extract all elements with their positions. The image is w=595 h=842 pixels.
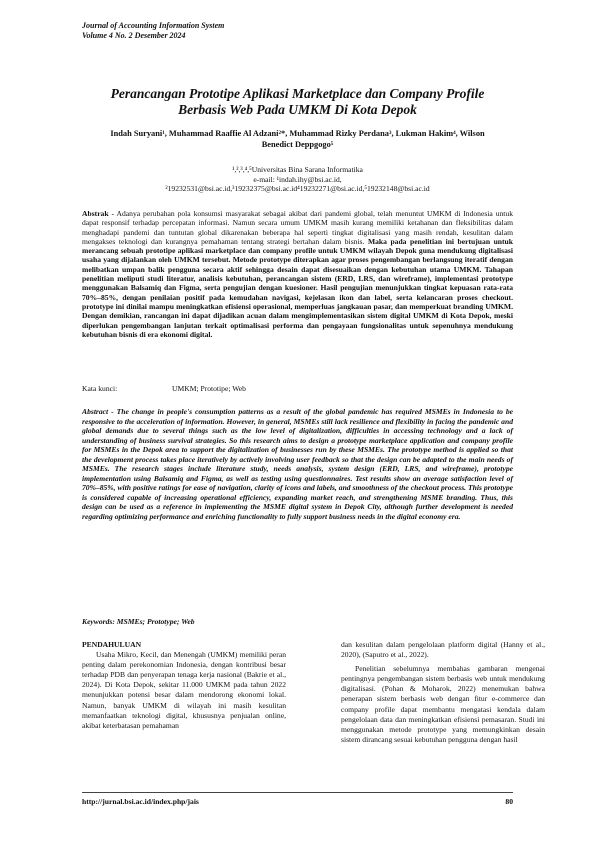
page-number: 80: [505, 797, 513, 806]
footer-url-link[interactable]: http://jurnal.bsi.ac.id/index.php/jais: [82, 797, 199, 806]
abstract-en-text: The change in people's consumption patterns as a result of the global pandemic has required MSMEs in Indonesia to be responsive to the acceleration of information. However, in general, MSMEs still lack resilience and flexibility in facing the pandemic and global demands due to several things such as the low level of digitalization, difficulties in accessing technology and a lack of understanding of business survival strategies. So this research aims to design a prototype marketplace application and company profile for MSMEs in the Depok area to support the digitalization of businesses run by these MSMEs. The prototype method is applied so that the development process takes place iteratively by actively involving user feedback so that the design can be adapted to the main needs of MSMEs. The research stages include literature study, needs analysis, system design (ERD, LRS, and wireframe), prototype implementation using Balsamiq and Figma, as well as testing using questionnaires. Test results show an average satisfaction level of 70%–85%, with positive ratings for ease of navigation, clarity of icons and labels, and smoothness of the checkout process. This prototype is considered capable of increasing operational efficiency, expanding market reach, and strengthening MSME branding. Thus, this design can be used as a reference in implementing the MSME digital system in Depok City, although further development is needed regarding optimizing performance and enriching functionality to fully support business needs in the digital economy era.: [82, 407, 514, 521]
affiliation: [82, 165, 513, 194]
title-line-1: Perancangan Prototipe Aplikasi Marketplace dan Company Profile: [110, 86, 485, 101]
journal-issue: Volume 4 No. 2 Desember 2024: [82, 31, 186, 40]
authors-line-2: Benedict Deppgogo⁵: [261, 140, 334, 149]
body-paragraph: dan kesulitan dalam pengelolaan platform digital (Hanny et al., 2020), (Saputro et al., 2022).: [341, 640, 545, 660]
keywords-indonesian: [82, 384, 246, 394]
body-column-right: [341, 640, 545, 745]
keywords-english: Keywords: MSMEs; Prototype; Web: [82, 617, 195, 626]
abstract-text-1: Adanya perubahan pola konsumsi masyarakat sebagai akibat dari pandemi global, telah menuntut UMKM di Indonesia untuk dapat responsif terhadap percepatan informasi. Namun secara umum UMKM masih kurang memiliki ketahanan dan fleksibilitas dalam menghadapi pandemi dan tuntutan global dikarenakan beberapa hal seperti tingkat digitalisasi yang masih rendah, kesulitan dalam mengakses teknologi dan kurangnya pemahaman tentang strategi bertahan dalam bisnis.: [82, 209, 513, 246]
authors-line-1: Indah Suryani¹, Muhammad Raaffie Al Adzani²*, Muhammad Rizky Perdana³, Lukman Hakim⁴, Wilson: [110, 129, 485, 138]
body-column-left: [82, 640, 286, 731]
abstract-label: Abstrak -: [82, 209, 115, 218]
keywords-label: Kata kunci:: [82, 384, 118, 393]
affiliation-emails: ²19232531@bsi.ac.id,³19232375@bsi.ac.id⁴19232271@bsi.ac.id,⁵19232148@bsi.ac.id: [165, 184, 430, 193]
footer-divider: [82, 792, 513, 793]
body-paragraph: Usaha Mikro, Kecil, dan Menengah (UMKM) memiliki peran penting dalam perekonomian Indonesia, dengan kontribusi besar terhadap PDB dan penyerapan tenaga kerja nasional (Bakrie et al., 2024). Di Kota Depok, sekitar 11.000 UMKM pada tahun 2022 menunjukkan potensi besar dalam mendorong ekonomi lokal. Namun, banyak UMKM di wilayah ini masih kesulitan memanfaatkan teknologi digital, khususnya penjualan online, akibat keterbatasan pemahaman: [82, 650, 286, 730]
affiliation-email: e-mail: ¹indah.ihy@bsi.ac.id,: [253, 174, 342, 184]
abstract-indonesian: [82, 209, 513, 339]
abstract-en-label: Abstract -: [82, 407, 114, 416]
paper-title: [70, 86, 525, 118]
section-heading: PENDAHULUAN: [82, 640, 142, 649]
abstract-text-2: Maka pada penelitian ini bertujuan untuk merancang sebuah prototipe aplikasi marketplace dan company profile untuk UMKM wilayah Depok guna mendukung digitalisasi usaha yang dijalankan oleh UMKM tersebut. Metode prototype diterapkan agar proses pengembangan berlangsung iteratif dengan melibatkan umpan balik pengguna secara aktif sehingga desain dapat disesuaikan dengan kebutuhan utama UMKM. Tahapan penelitian meliputi studi literatur, analisis kebutuhan, perancangan sistem (ERD, LRS, dan wireframe), implementasi prototype menggunakan Balsamiq dan Figma, serta pengujian dengan kuesioner. Hasil pengujian menunjukkan tingkat kepuasan rata-rata 70%–85%, dengan penilaian positif pada kemudahan navigasi, kejelasan ikon dan label, serta kelancaran proses checkout. prototype ini dinilai mampu meningkatkan efisiensi operasional, memperluas jangkauan pasar, dan memperkuat branding UMKM. Dengan demikian, rancangan ini dapat dijadikan acuan dalam mengimplementasikan sistem digital UMKM di Kota Depok, meski diperlukan pengembangan lanjutan terkait optimalisasi performa dan pengayaan fungsionalitas untuk sepenuhnya mendukung kebutuhan bisnis di era ekonomi digital.: [82, 236, 513, 339]
body-paragraph: Penelitian sebelumnya membahas gambaran mengenai pentingnya pengembangan sistem berbasis web untuk mendukung digitalisasi. (Pohan & Moharok, 2022) menemukan bahwa penerapan sistem berbasis web dengan fitur e-commerce dan company profile dapat membantu mengatasi kendala dalam pengelolaan data dan meningkatkan efisiensi pemasaran. Studi ini menggunakan metode prototype yang memungkinkan desain sistem dirancang sesuai kebutuhan pengguna dengan hasil: [341, 664, 545, 744]
abstract-english: [82, 407, 513, 521]
journal-header: [82, 21, 224, 41]
affiliation-institution: ¹,²,³,⁴,⁵Universitas Bina Sarana Informatika: [232, 165, 363, 174]
keywords-value: UMKM; Prototipe; Web: [172, 384, 246, 393]
journal-name: Journal of Accounting Information System: [82, 21, 225, 30]
author-list: [82, 128, 513, 150]
title-line-2: Berbasis Web Pada UMKM Di Kota Depok: [178, 102, 417, 117]
